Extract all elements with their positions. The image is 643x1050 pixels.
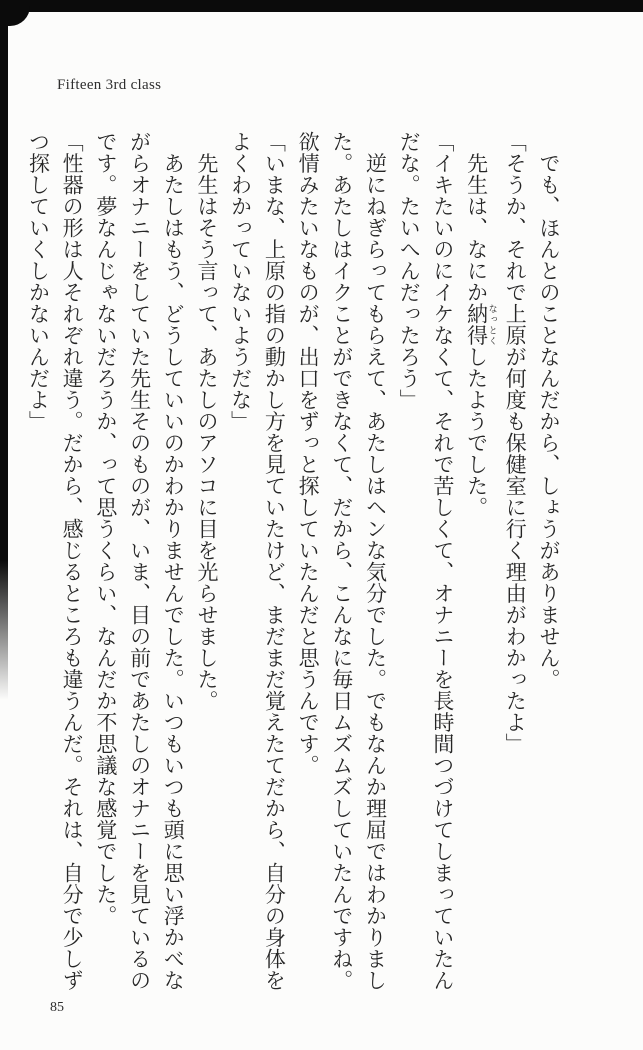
text-column: がらオナニーをしていた先生そのものが、いま、目の前であたしのオナニーを見ているの bbox=[127, 131, 152, 991]
text-column: あたしはもう、どうしていいのかわかりませんでした。いつもいつも頭に思い浮かべな bbox=[161, 131, 186, 991]
text-column: 逆にねぎらってもらえて、あたしはヘンな気分でした。でもなんか理屈ではわかりまし bbox=[363, 131, 388, 991]
running-header: Fifteen 3rd class bbox=[57, 77, 162, 93]
text-column: 「そうか、それで上原が何度も保健室に行く理由がわかったよ」 bbox=[503, 131, 528, 755]
vertical-text-block bbox=[21, 131, 565, 1005]
text-column: です。夢なんじゃないだろうか、って思うくらい、なんだか不思議な感覚でした。 bbox=[93, 131, 118, 927]
furigana-ruby bbox=[464, 303, 498, 346]
text-column bbox=[459, 131, 498, 1005]
text-column: 「性器の形は人それぞれ違う。だから、感じるところも違うんだ。それは、自分で少しず bbox=[60, 131, 85, 991]
text-column: 「イキたいのにイケなくて、それで苦しくて、オナニーを長時間つづけてしまっていたん bbox=[430, 131, 455, 991]
text-segment: 先生は、なにか bbox=[464, 131, 489, 303]
ruby-base: 納得 bbox=[464, 303, 489, 346]
text-column: つ探していくしかないんだよ」 bbox=[26, 131, 51, 432]
ruby-text: なっとく bbox=[487, 303, 498, 346]
text-column: よくわかっていないようだな」 bbox=[228, 131, 253, 432]
scan-corner bbox=[0, 0, 30, 26]
scan-edge-top bbox=[0, 0, 643, 12]
text-column: でも、ほんとのことなんだから、しょうがありません。 bbox=[537, 131, 561, 690]
text-segment: したようでした。 bbox=[464, 346, 489, 518]
text-column: 欲情みたいなものが、出口をずっと探していたんだと思うんです。 bbox=[296, 131, 321, 776]
page-number: 85 bbox=[50, 1000, 64, 1015]
text-column: 「いまな、上原の指の動かし方を見ていたけど、まだまだ覚えたてだから、自分の身体を bbox=[262, 131, 287, 991]
text-column: だな。たいへんだったろう」 bbox=[397, 131, 422, 411]
text-column: 先生はそう言って、あたしのアソコに目を光らせました。 bbox=[194, 131, 219, 712]
text-column: た。あたしはイクことができなくて、だから、こんなに毎日ムズムズしていたんですね。 bbox=[329, 131, 354, 991]
scan-edge-left bbox=[0, 0, 8, 700]
